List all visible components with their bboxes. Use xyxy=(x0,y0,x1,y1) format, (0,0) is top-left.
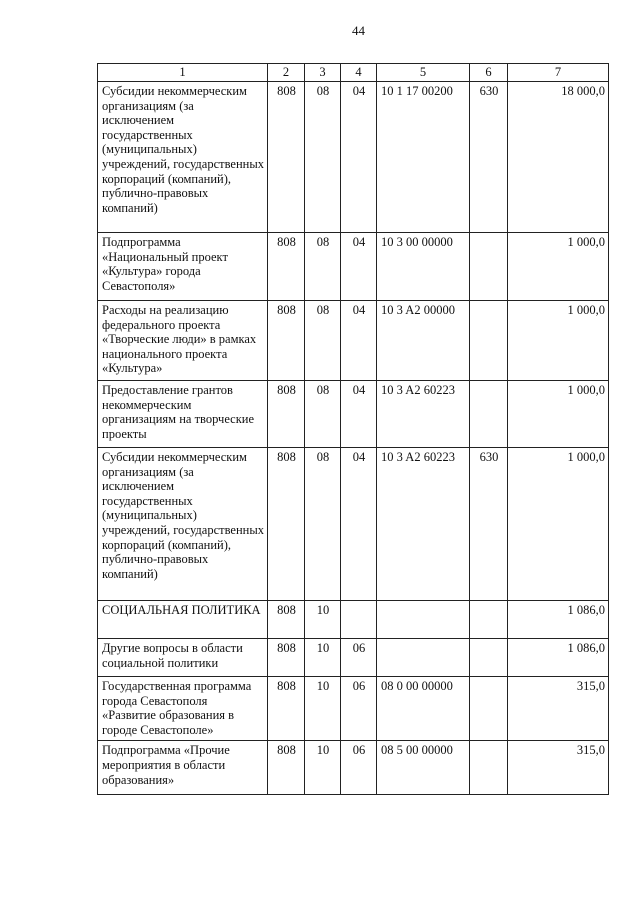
table-row xyxy=(98,233,609,301)
row-pr: 04 xyxy=(341,301,377,381)
page-number: 44 xyxy=(352,23,365,38)
row-vr xyxy=(470,233,508,301)
row-pr: 04 xyxy=(341,233,377,301)
row-name: Предоставление грантов некоммерческим организациям на творческие проекты xyxy=(98,381,268,448)
row-name: Другие вопросы в области социальной политики xyxy=(98,639,268,677)
row-csr: 10 3 A2 00000 xyxy=(377,301,470,381)
table-row xyxy=(98,448,609,601)
row-pr: 04 xyxy=(341,448,377,601)
row-rz: 10 xyxy=(305,639,341,677)
table-row xyxy=(98,677,609,741)
row-pr: 04 xyxy=(341,381,377,448)
row-csr: 08 0 00 00000 xyxy=(377,677,470,741)
row-rz: 10 xyxy=(305,601,341,639)
row-rz: 10 xyxy=(305,677,341,741)
header-cell: 5 xyxy=(377,64,470,82)
row-pr xyxy=(341,601,377,639)
row-vr: 630 xyxy=(470,82,508,233)
row-grbs: 808 xyxy=(268,233,305,301)
row-name: Расходы на реализацию федерального проекта «Творческие люди» в рамках национального проекта «Культура» xyxy=(98,301,268,381)
header-cell: 2 xyxy=(268,64,305,82)
row-sum: 18 000,0 xyxy=(508,82,609,233)
table-row xyxy=(98,639,609,677)
row-grbs: 808 xyxy=(268,677,305,741)
row-grbs: 808 xyxy=(268,82,305,233)
header-cell: 6 xyxy=(470,64,508,82)
table-row xyxy=(98,82,609,233)
header-cell: 3 xyxy=(305,64,341,82)
budget-table xyxy=(97,63,609,795)
table-row xyxy=(98,601,609,639)
row-csr: 10 3 00 00000 xyxy=(377,233,470,301)
row-csr: 08 5 00 00000 xyxy=(377,741,470,795)
row-vr xyxy=(470,741,508,795)
row-rz: 08 xyxy=(305,381,341,448)
row-csr: 10 1 17 00200 xyxy=(377,82,470,233)
row-grbs: 808 xyxy=(268,741,305,795)
row-sum: 1 000,0 xyxy=(508,233,609,301)
row-rz: 08 xyxy=(305,82,341,233)
row-grbs: 808 xyxy=(268,381,305,448)
row-pr: 04 xyxy=(341,82,377,233)
row-vr xyxy=(470,677,508,741)
header-cell: 1 xyxy=(98,64,268,82)
row-name: Подпрограмма «Национальный проект «Культура» города Севастополя» xyxy=(98,233,268,301)
row-vr xyxy=(470,639,508,677)
row-pr: 06 xyxy=(341,677,377,741)
row-csr xyxy=(377,639,470,677)
row-name: Государственная программа города Севастополя «Развитие образования в городе Севастополе» xyxy=(98,677,268,741)
row-rz: 08 xyxy=(305,301,341,381)
table-row xyxy=(98,381,609,448)
table-row xyxy=(98,301,609,381)
row-vr xyxy=(470,381,508,448)
row-name: Субсидии некоммерческим организациям (за исключением государственных (муниципальных) учреждений, государственных корпораций (компаний), публично-правовых компаний) xyxy=(98,82,268,233)
row-rz: 08 xyxy=(305,233,341,301)
header-cell: 4 xyxy=(341,64,377,82)
row-sum: 1 000,0 xyxy=(508,301,609,381)
row-vr xyxy=(470,301,508,381)
row-sum: 315,0 xyxy=(508,741,609,795)
row-csr: 10 3 A2 60223 xyxy=(377,381,470,448)
row-vr: 630 xyxy=(470,448,508,601)
row-sum: 1 000,0 xyxy=(508,381,609,448)
row-grbs: 808 xyxy=(268,601,305,639)
row-grbs: 808 xyxy=(268,448,305,601)
row-name: Подпрограмма «Прочие мероприятия в области образования» xyxy=(98,741,268,795)
table-row xyxy=(98,741,609,795)
header-row xyxy=(98,64,609,82)
row-vr xyxy=(470,601,508,639)
row-rz: 08 xyxy=(305,448,341,601)
row-grbs: 808 xyxy=(268,301,305,381)
row-sum: 1 086,0 xyxy=(508,601,609,639)
row-pr: 06 xyxy=(341,639,377,677)
row-name: СОЦИАЛЬНАЯ ПОЛИТИКА xyxy=(98,601,268,639)
row-grbs: 808 xyxy=(268,639,305,677)
row-csr xyxy=(377,601,470,639)
row-csr: 10 3 A2 60223 xyxy=(377,448,470,601)
header-cell: 7 xyxy=(508,64,609,82)
row-sum: 1 000,0 xyxy=(508,448,609,601)
row-sum: 1 086,0 xyxy=(508,639,609,677)
row-sum: 315,0 xyxy=(508,677,609,741)
row-name: Субсидии некоммерческим организациям (за исключением государственных (муниципальных) учреждений, государственных корпораций (компаний), публично-правовых компаний) xyxy=(98,448,268,601)
row-rz: 10 xyxy=(305,741,341,795)
row-pr: 06 xyxy=(341,741,377,795)
